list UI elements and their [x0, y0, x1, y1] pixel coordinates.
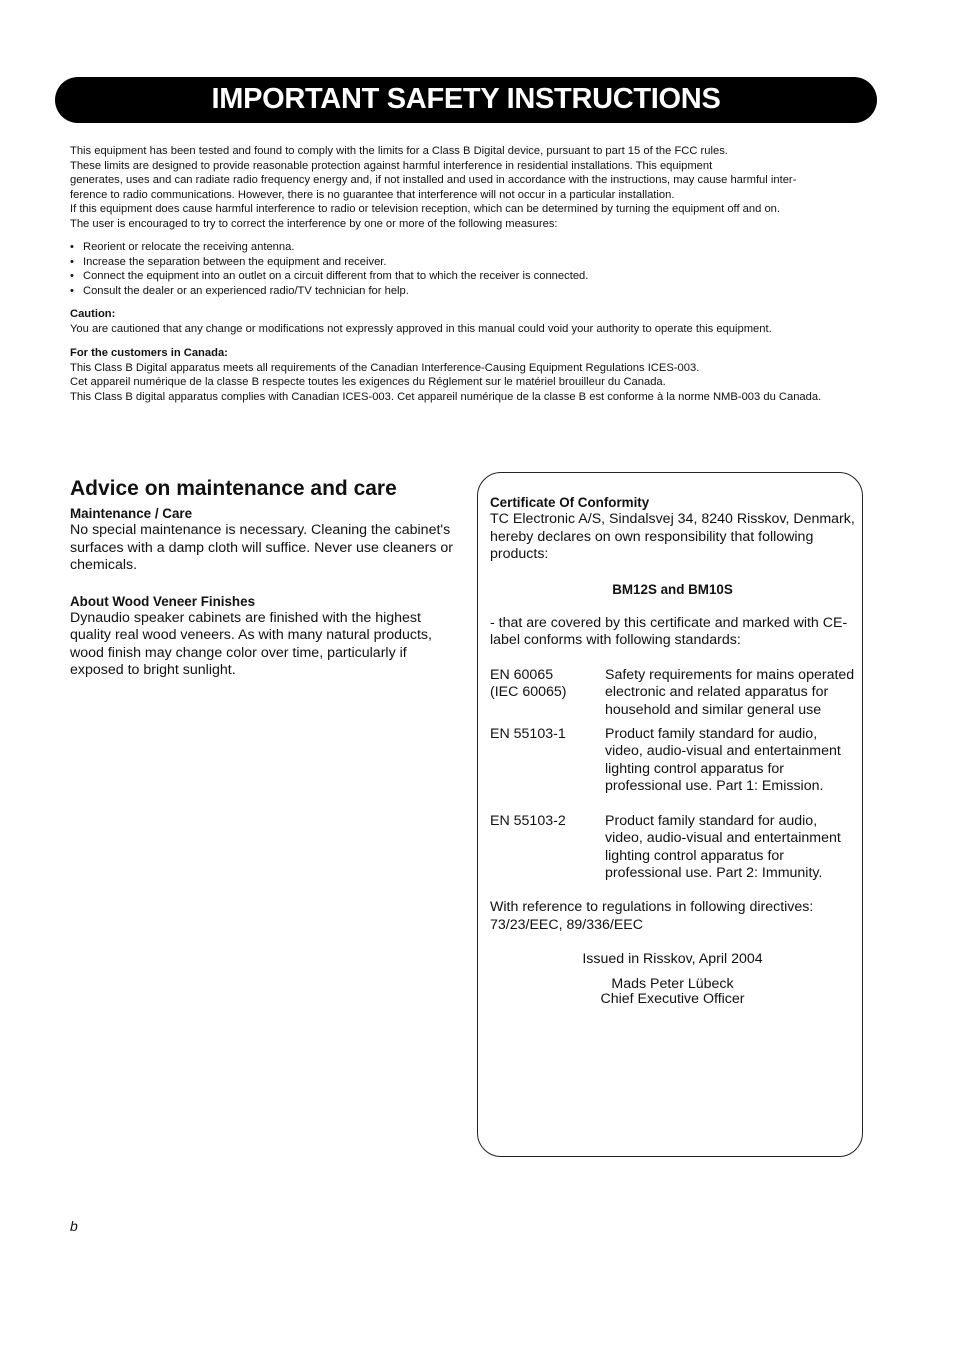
page-number: b: [70, 1218, 78, 1234]
fcc-line: ference to radio communications. However, there is no guarantee that interference will not occur in a particular installation.: [70, 188, 675, 201]
list-item: • Connect the equipment into an outlet on a circuit different from that to which the receiver is connected.: [70, 269, 870, 284]
standard-description: Safety requirements for mains operated electronic and related apparatus for household and similar general use: [605, 666, 855, 718]
maintenance-heading: Maintenance / Care: [70, 506, 193, 521]
fcc-line: These limits are designed to provide reasonable protection against harmful interference in residential installations. This equipment: [70, 159, 713, 172]
directives-list: 73/23/EEC, 89/336/EEC: [490, 916, 644, 933]
caution-heading: Caution:: [70, 308, 116, 320]
fcc-line: The user is encouraged to try to correct the interference by one or more of the following measures:: [70, 217, 558, 230]
veneer-text: Dynaudio speaker cabinets are finished with the highest quality real wood veneers. As with many natural products, wood finish may change color over time, particularly if exposed to bright sunlight.: [70, 610, 432, 679]
products: BM12S and BM10S: [612, 581, 733, 597]
list-item: • Increase the separation between the equipment and receiver.: [70, 255, 870, 270]
maintenance-text: No special maintenance is necessary. Cleaning the cabinet's surfaces with a damp cloth will suffice. Never use cleaners or chemicals.: [70, 522, 453, 574]
fcc-line: If this equipment does cause harmful interference to radio or television reception, which can be determined by turning the equipment off and on.: [70, 203, 781, 215]
standard-description: Product family standard for audio, video, audio-visual and entertainment lighting control apparatus for professional use. Part 2: Immunity.: [605, 812, 841, 881]
canada-heading: For the customers in Canada:: [70, 347, 228, 359]
title-banner: [55, 77, 877, 123]
canada-line: This Class B digital apparatus complies with Canadian ICES-003. Cet appareil numérique de la classe B est conforme à la norme NMB-003 du Canada.: [70, 390, 822, 403]
fcc-line: generates, uses and can radiate radio frequency energy and, if not installed and used in accordance with the instructions, may cause harmful inter-: [70, 174, 797, 186]
standard-row: [490, 813, 855, 883]
standard-row: [490, 726, 855, 796]
page-title: IMPORTANT SAFETY INSTRUCTIONS: [211, 83, 721, 115]
caution-text: You are cautioned that any change or modifications not expressly approved in this manual could void your authority to operate this equipment.: [70, 322, 772, 335]
fcc-notice: [70, 144, 870, 404]
maintenance-section: [70, 476, 460, 680]
fcc-line: This equipment has been tested and found to comply with the limits for a Class B Digital device, pursuant to part 15 of the FCC rules.: [70, 145, 728, 157]
signer-title: Chief Executive Officer: [600, 990, 745, 1007]
covered-text: - that are covered by this certificate and marked with CE-label conforms with following standards:: [490, 615, 848, 649]
standard-description: Product family standard for audio, video, audio-visual and entertainment lighting control apparatus for professional use. Part 1: Emission.: [605, 726, 841, 795]
standard-row: [490, 667, 855, 719]
canada-line: This Class B Digital apparatus meets all requirements of the Canadian Interference-Causing Equipment Regulations ICES-003.: [70, 361, 700, 374]
standard-code: EN 55103-1: [490, 726, 566, 743]
signer-name: Mads Peter Lübeck: [611, 975, 734, 992]
directives-text: With reference to regulations in following directives:: [490, 899, 814, 916]
certificate-heading: Certificate Of Conformity: [490, 495, 650, 510]
section-title: Advice on maintenance and care: [70, 477, 397, 500]
certificate-box: [477, 472, 863, 1157]
measures-list: [70, 240, 870, 298]
certificate-intro: TC Electronic A/S, Sindalsvej 34, 8240 Risskov, Denmark, hereby declares on own responsibility that following products:: [490, 511, 855, 563]
standard-code-alt: (IEC 60065): [490, 684, 567, 701]
canada-line: Cet appareil numérique de la classe B respecte toutes les exigences du Réglement sur le matériel brouilleur du Canada.: [70, 376, 666, 388]
issued-text: Issued in Risskov, April 2004: [582, 951, 763, 968]
list-item: • Reorient or relocate the receiving antenna.: [70, 240, 870, 255]
standard-code: EN 60065: [490, 666, 554, 683]
standard-code: EN 55103-2: [490, 812, 566, 829]
list-item: • Consult the dealer or an experienced radio/TV technician for help.: [70, 284, 870, 299]
veneer-heading: About Wood Veneer Finishes: [70, 593, 256, 609]
